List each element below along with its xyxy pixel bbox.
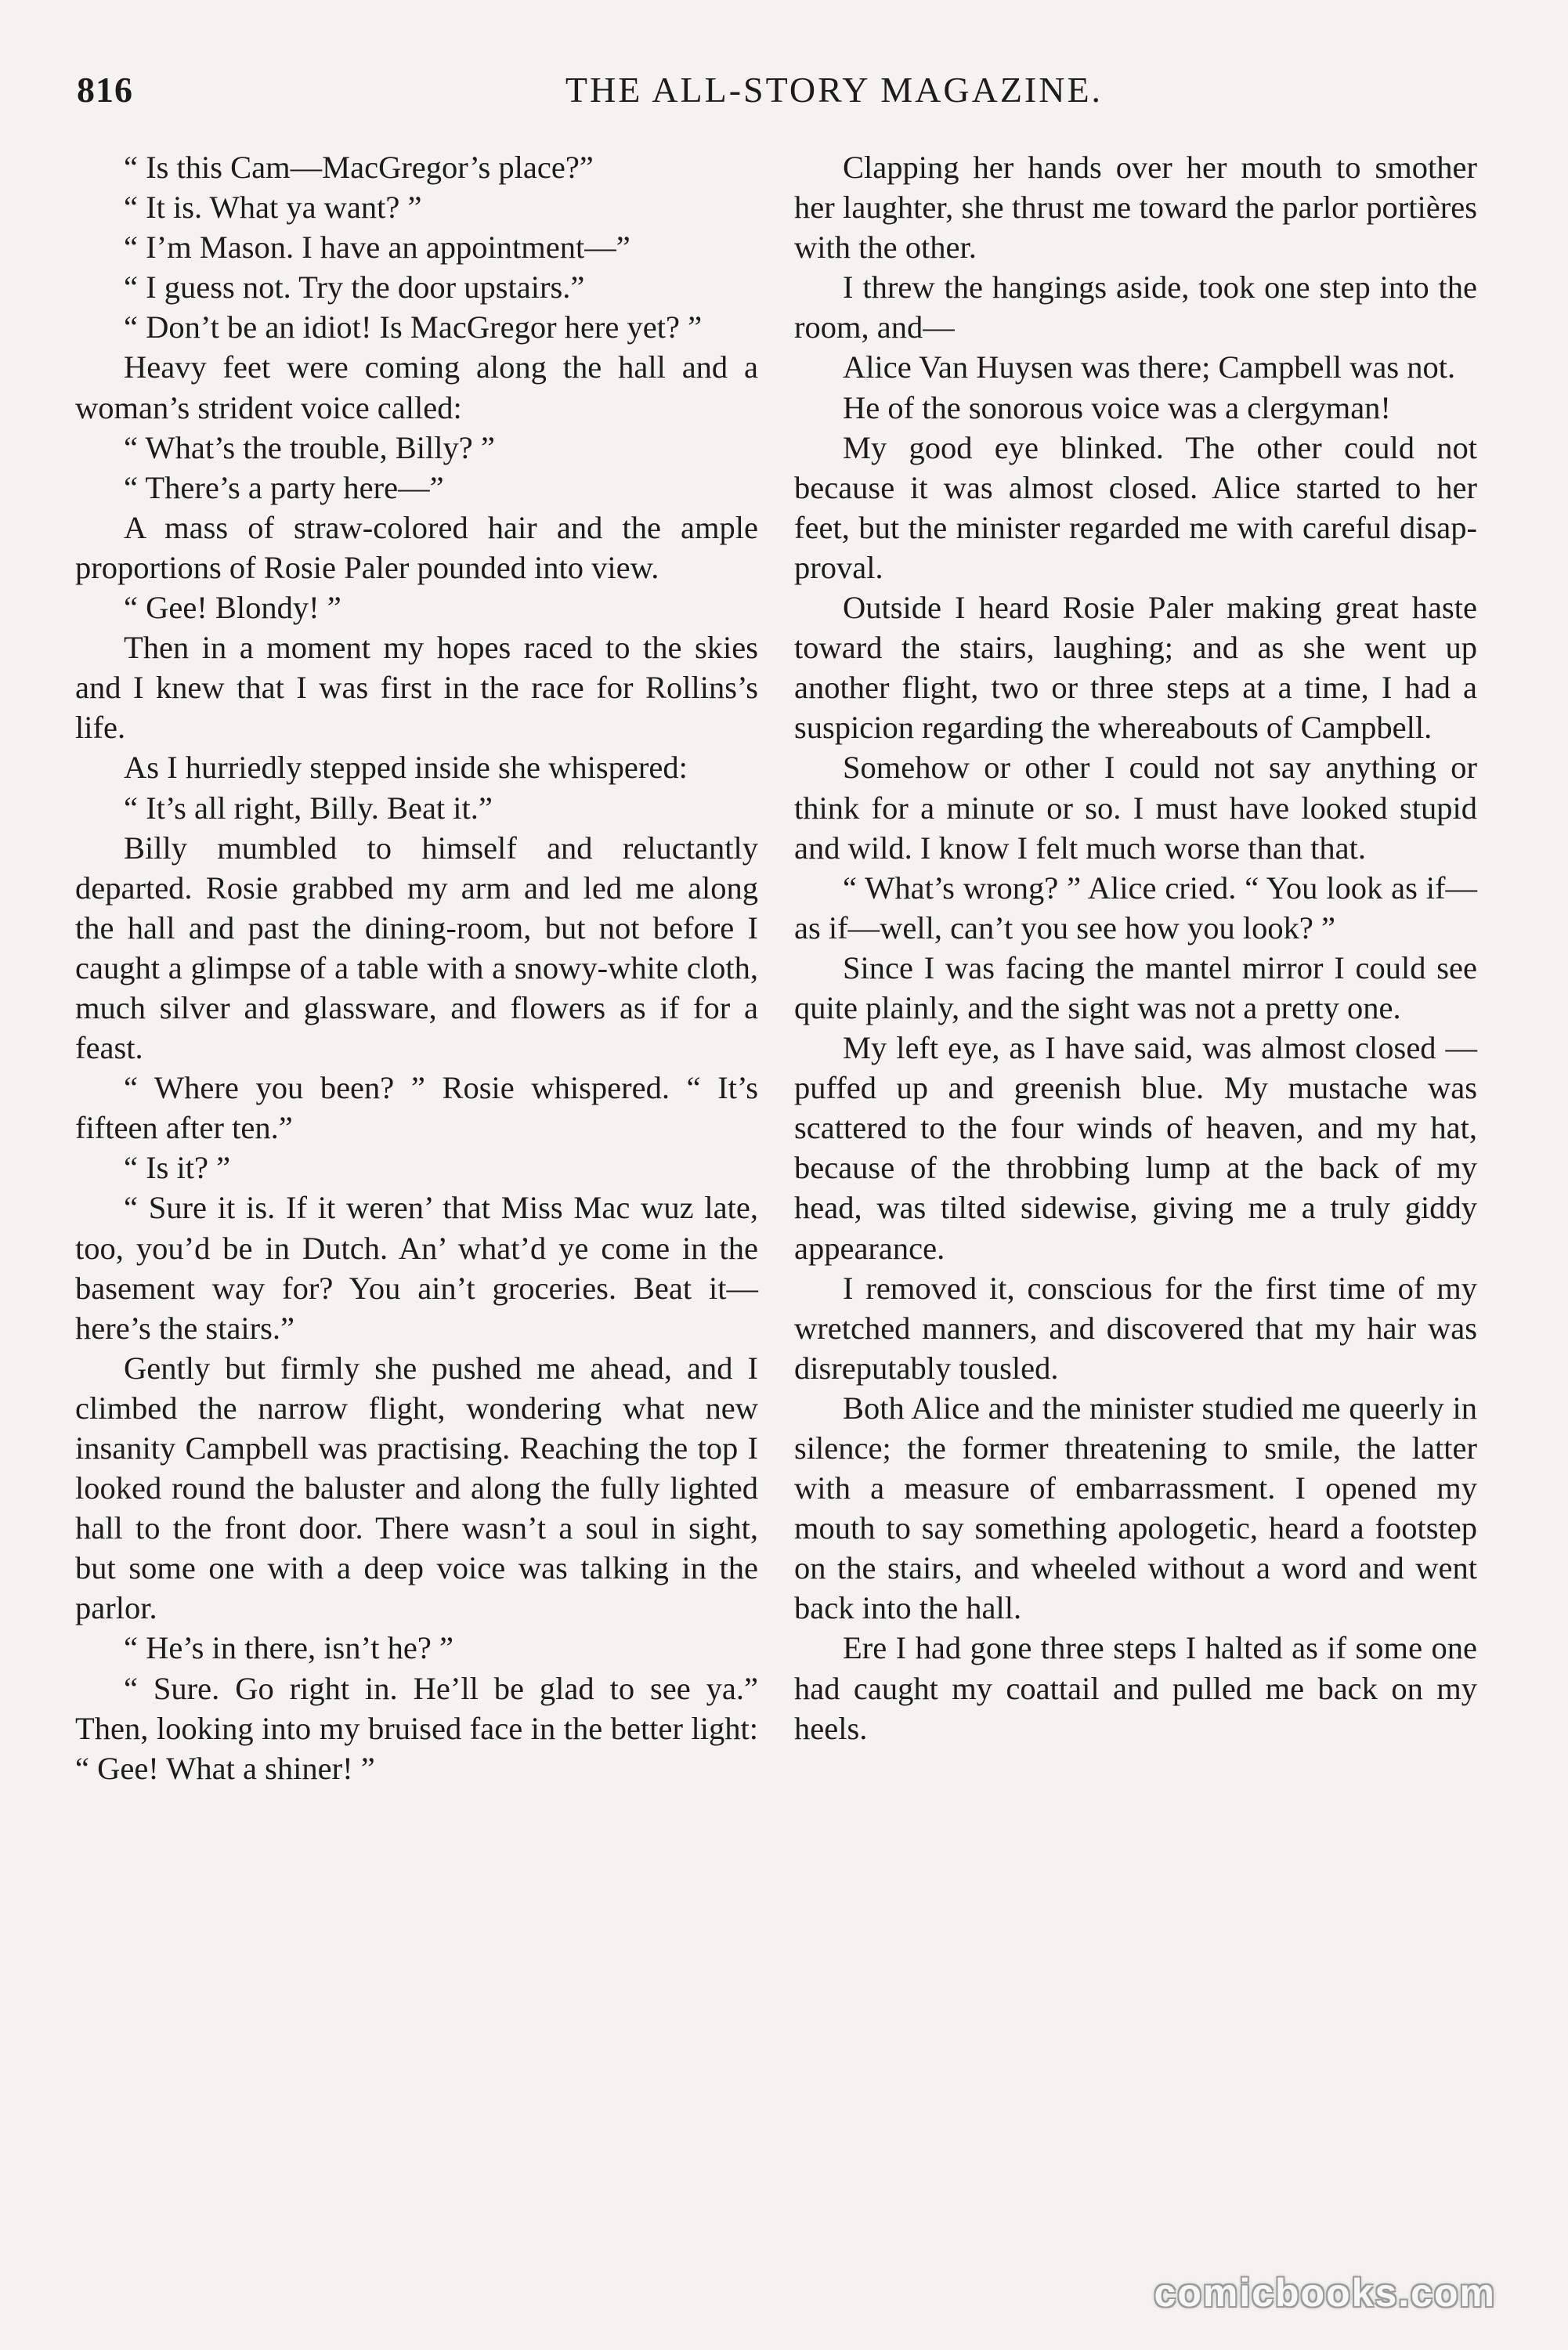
paragraph: Both Alice and the minister studied me queerly in silence; the former threatening to smile, the latter with a measure of embarrassment. I opened my mouth to say something apologetic, heard a footstep on the stairs, and wheeled without a word and went back into the hall. (794, 1390, 1477, 1626)
paragraph: Outside I heard Rosie Paler making great haste toward the stairs, laughing; and as she went up another flight, two or three steps at a time, I had a suspicion regarding the whereabouts of Campbell. (794, 590, 1477, 746)
paragraph: My good eye blinked. The other could not because it was almost closed. Alice started to her feet, but the minister regarded me with careful disapproval. (794, 429, 1477, 585)
right-column (794, 147, 1477, 1748)
running-head: THE ALL-STORY MAGAZINE. (565, 70, 1104, 110)
paragraph: Heavy feet were coming along the hall and a woman’s strident voice called: (75, 349, 758, 425)
paragraph: “ It is. What ya want? ” (124, 190, 422, 226)
paragraph: “ I guess not. Try the door upstairs.” (124, 269, 585, 306)
paragraph: Ere I had gone three steps I halted as if some one had caught my coattail and pulled me back on my heels. (794, 1630, 1477, 1746)
paragraph: He of the sonorous voice was a clergyman! (843, 389, 1391, 425)
page-number: 816 (77, 70, 133, 110)
paragraph: “ Don’t be an idiot! Is MacGregor here yet? ” (124, 309, 703, 345)
left-column (75, 147, 758, 1788)
paragraph: Gently but firmly she pushed me ahead, and I climbed the narrow flight, wondering what new insanity Campbell was practising. Reaching the top I looked round the baluster and along the fully lighted hall to the front door. There wasn’t a soul in sight, but some one with a deep voice was talking in the parlor. (75, 1350, 758, 1626)
paragraph: “ What’s wrong? ” Alice cried. “ You look as if—as if—well, can’t you see how you look? ” (794, 870, 1477, 945)
paragraph: Since I was facing the mantel mirror I could see quite plainly, and the sight was not a pretty one. (794, 949, 1477, 1025)
paragraph: “ Sure. Go right in. He’ll be glad to see ya.” Then, looking into my bruised face in the better light: “ Gee! What a shiner! ” (75, 1670, 758, 1786)
paragraph: “ He’s in there, isn’t he? ” (124, 1630, 453, 1666)
paragraph: “ I’m Mason. I have an appointment—” (124, 230, 630, 266)
paragraph: “ Is it? ” (124, 1150, 231, 1186)
paragraph: Alice Van Huysen was there; Campbell was not. (843, 349, 1456, 385)
paragraph: “ Sure it is. If it weren’ that Miss Mac wuz late, too, you’d be in Dutch. An’ what’d ye come in the basement way for? You ain’t groceries. Beat it—here’s the stairs.” (75, 1190, 758, 1346)
paragraph: “ Gee! Blondy! ” (124, 590, 341, 626)
paragraph: “ What’s the trouble, Billy? ” (124, 429, 495, 465)
paragraph: I removed it, conscious for the first time of my wretched manners, and discovered that my hair was disreputably tousled. (794, 1270, 1477, 1386)
paragraph: My left eye, as I have said, was almost closed — puffed up and greenish blue. My mustache was scattered to the four winds of heaven, and my hat, because of the throbbing lump at the back of my head, was tilted sidewise, giving me a truly giddy appearance. (794, 1030, 1477, 1266)
paragraph: Somehow or other I could not say anything or think for a minute or so. I must have looked stupid and wild. I know I felt much worse than that. (794, 750, 1477, 866)
paragraph: “ There’s a party here—” (124, 469, 444, 505)
paragraph: “ Where you been? ” Rosie whispered. “ It’s fifteen after ten.” (75, 1070, 758, 1146)
paragraph: Then in a moment my hopes raced to the skies and I knew that I was first in the race for Rollins’s life. (75, 630, 758, 746)
paragraph: Billy mumbled to himself and reluctantly departed. Rosie grabbed my arm and led me along the hall and past the dining-room, but not before I caught a glimpse of a table with a snowy-white cloth, much silver and glassware, and flowers as if for a feast. (75, 830, 758, 1066)
paragraph: “ Is this Cam—MacGregor’s place?” (124, 150, 594, 185)
paragraph: Clapping her hands over her mouth to smother her laughter, she thrust me toward the parlor portières with the other. (794, 150, 1477, 266)
watermark: comicbooks.com (1154, 2271, 1496, 2315)
paragraph: I threw the hangings aside, took one step into the room, and— (794, 269, 1477, 345)
paragraph: A mass of straw-colored hair and the ample proportions of Rosie Paler pounded into view. (75, 509, 758, 585)
paragraph: “ It’s all right, Billy. Beat it.” (124, 790, 493, 826)
paragraph: As I hurriedly stepped inside she whispered: (124, 750, 688, 786)
